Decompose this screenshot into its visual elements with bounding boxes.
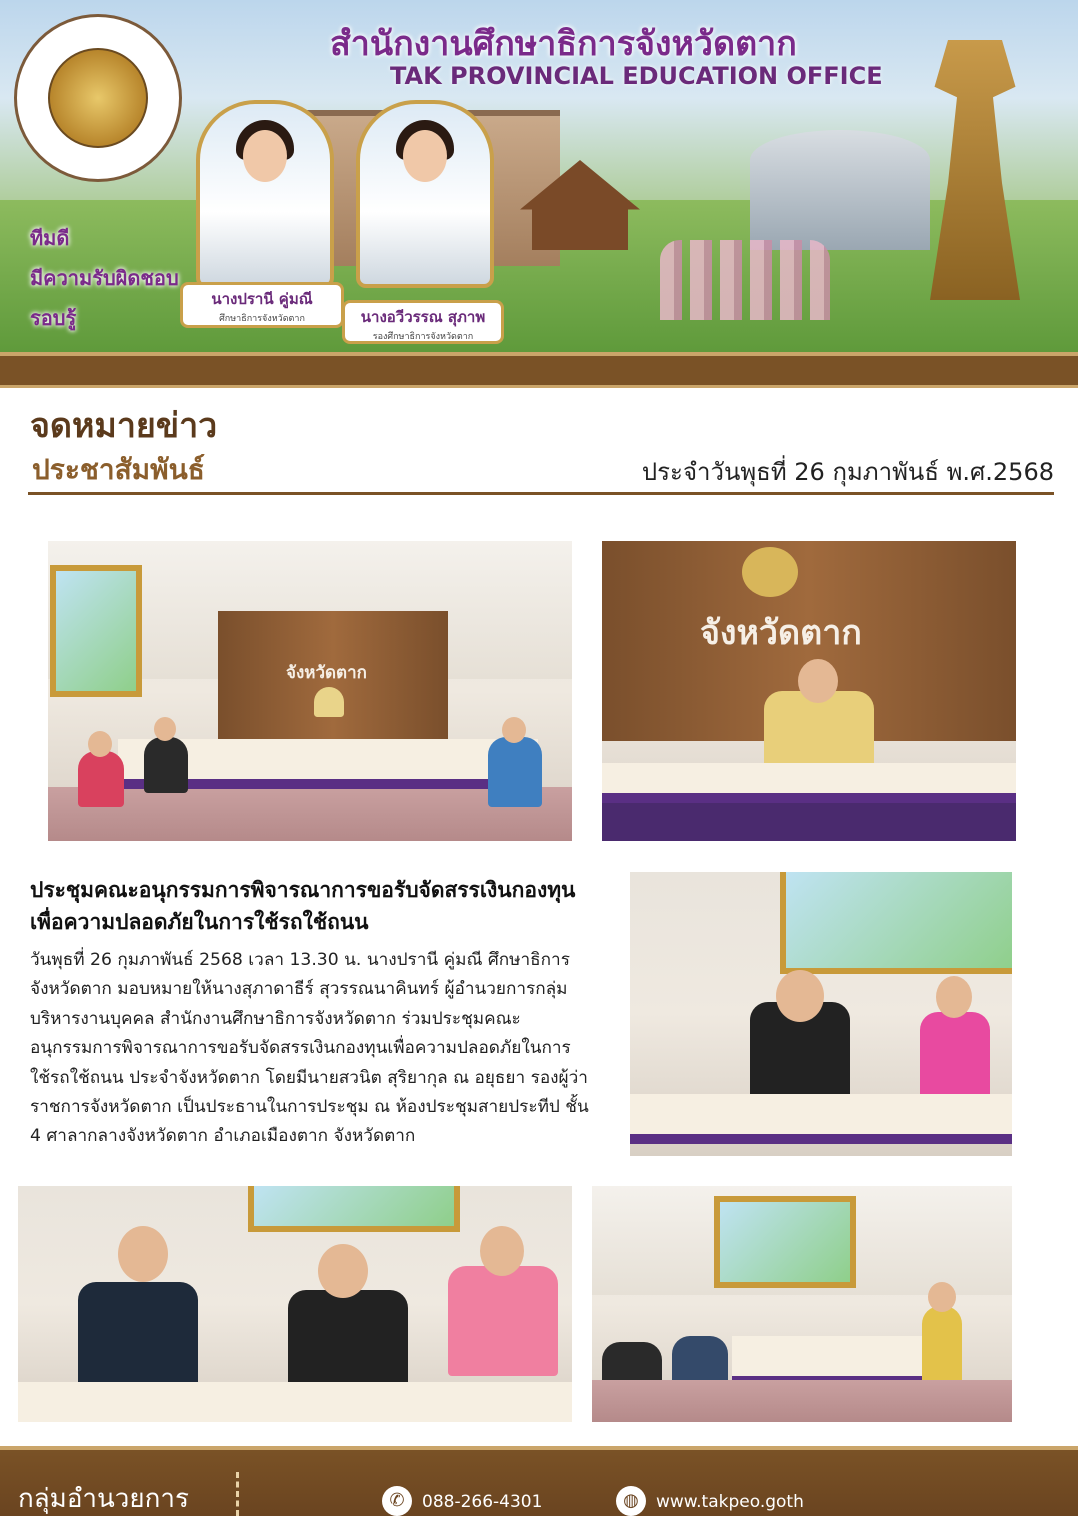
portrait-deputy-director	[356, 100, 494, 288]
footer-website[interactable]: www.takpeo.goth	[656, 1492, 804, 1512]
portrait-director	[196, 100, 334, 288]
director-name: นางปรานี คู่มณี	[211, 290, 313, 308]
ministry-seal-logo	[14, 14, 182, 182]
globe-icon: ◍	[616, 1486, 646, 1516]
deputy-director-name: นางอวีวรรณ สุภาพ	[360, 308, 486, 326]
newsletter-title: จดหมายข่าว	[30, 406, 218, 446]
slogan-line-1: ทีมดี	[30, 226, 70, 250]
photo-chairman	[602, 541, 1016, 841]
slogan-line-3: รอบรู้	[30, 306, 77, 330]
footer-phone[interactable]: 088-266-4301	[422, 1492, 543, 1512]
photo-participant-speaker	[630, 872, 1012, 1156]
article-headline: ประชุมคณะอนุกรรมการพิจารณาการขอรับจัดสรรเงินกองทุนเพื่อความปลอดภัยในการใช้รถใช้ถนน	[30, 878, 576, 934]
photo-meeting-room-wide	[48, 541, 572, 841]
photo-participants-reading	[18, 1186, 572, 1422]
office-title-english: TAK PROVINCIAL EDUCATION OFFICE	[390, 62, 883, 90]
photo-meeting-room-side	[592, 1186, 1012, 1422]
header-banner	[0, 0, 1078, 352]
footer-divider	[236, 1472, 243, 1516]
footer-bar	[0, 1446, 1078, 1516]
room-sign-text-large: จังหวัดตาก	[700, 613, 862, 653]
director-position: ศึกษาธิการจังหวัดตาก	[219, 314, 305, 324]
nameplate-deputy-director	[342, 300, 504, 344]
phone-icon: ✆	[382, 1486, 412, 1516]
office-title-thai: สำนักงานศึกษาธิการจังหวัดตาก	[330, 24, 797, 64]
deputy-director-position: รองศึกษาธิการจังหวัดตาก	[372, 332, 474, 342]
issue-date: ประจำวันพุธที่ 26 กุมภาพันธ์ พ.ศ.2568	[641, 458, 1054, 486]
banner-dam	[750, 130, 930, 250]
masthead-rule	[28, 492, 1054, 495]
article-body: วันพุธที่ 26 กุมภาพันธ์ 2568 เวลา 13.30 น. นางปรานี คู่มณี ศึกษาธิการจังหวัดตาก มอบหมายให้นางสุภาดาธีร์ สุวรรณนาคินทร์ ผู้อำนวยการกลุ่มบริหารงานบุคคล สำนักงานศึกษาธิการจังหวัดตาก ร่วมประชุมคณะอนุกรรมการพิจารณาการขอรับจัดสรรเงินกองทุนเพื่อความปลอดภัยในการใช้รถใช้ถนน ประจำจังหวัดตาก โดยมีนายสวนิต สุริยากุล ณ อยุธยา รองผู้ว่าราชการจังหวัดตาก เป็นประธานในการประชุม ณ ห้องประชุมสายประทีป ชั้น 4 ศาลากลางจังหวัดตาก อำเภอเมืองตาก จังหวัดตาก	[30, 950, 589, 1147]
banner-king-statue	[930, 40, 1020, 300]
banner-dancers	[660, 240, 830, 320]
nameplate-director	[180, 282, 344, 328]
room-sign-text: จังหวัดตาก	[286, 663, 367, 683]
footer-department: กลุ่มอำนวยการ	[18, 1484, 189, 1514]
slogan-line-2: มีความรับผิดชอบ	[30, 266, 179, 290]
newsletter-subtitle: ประชาสัมพันธ์	[32, 453, 205, 486]
seal-emblem-icon	[48, 48, 148, 148]
header-divider-band	[0, 352, 1078, 388]
